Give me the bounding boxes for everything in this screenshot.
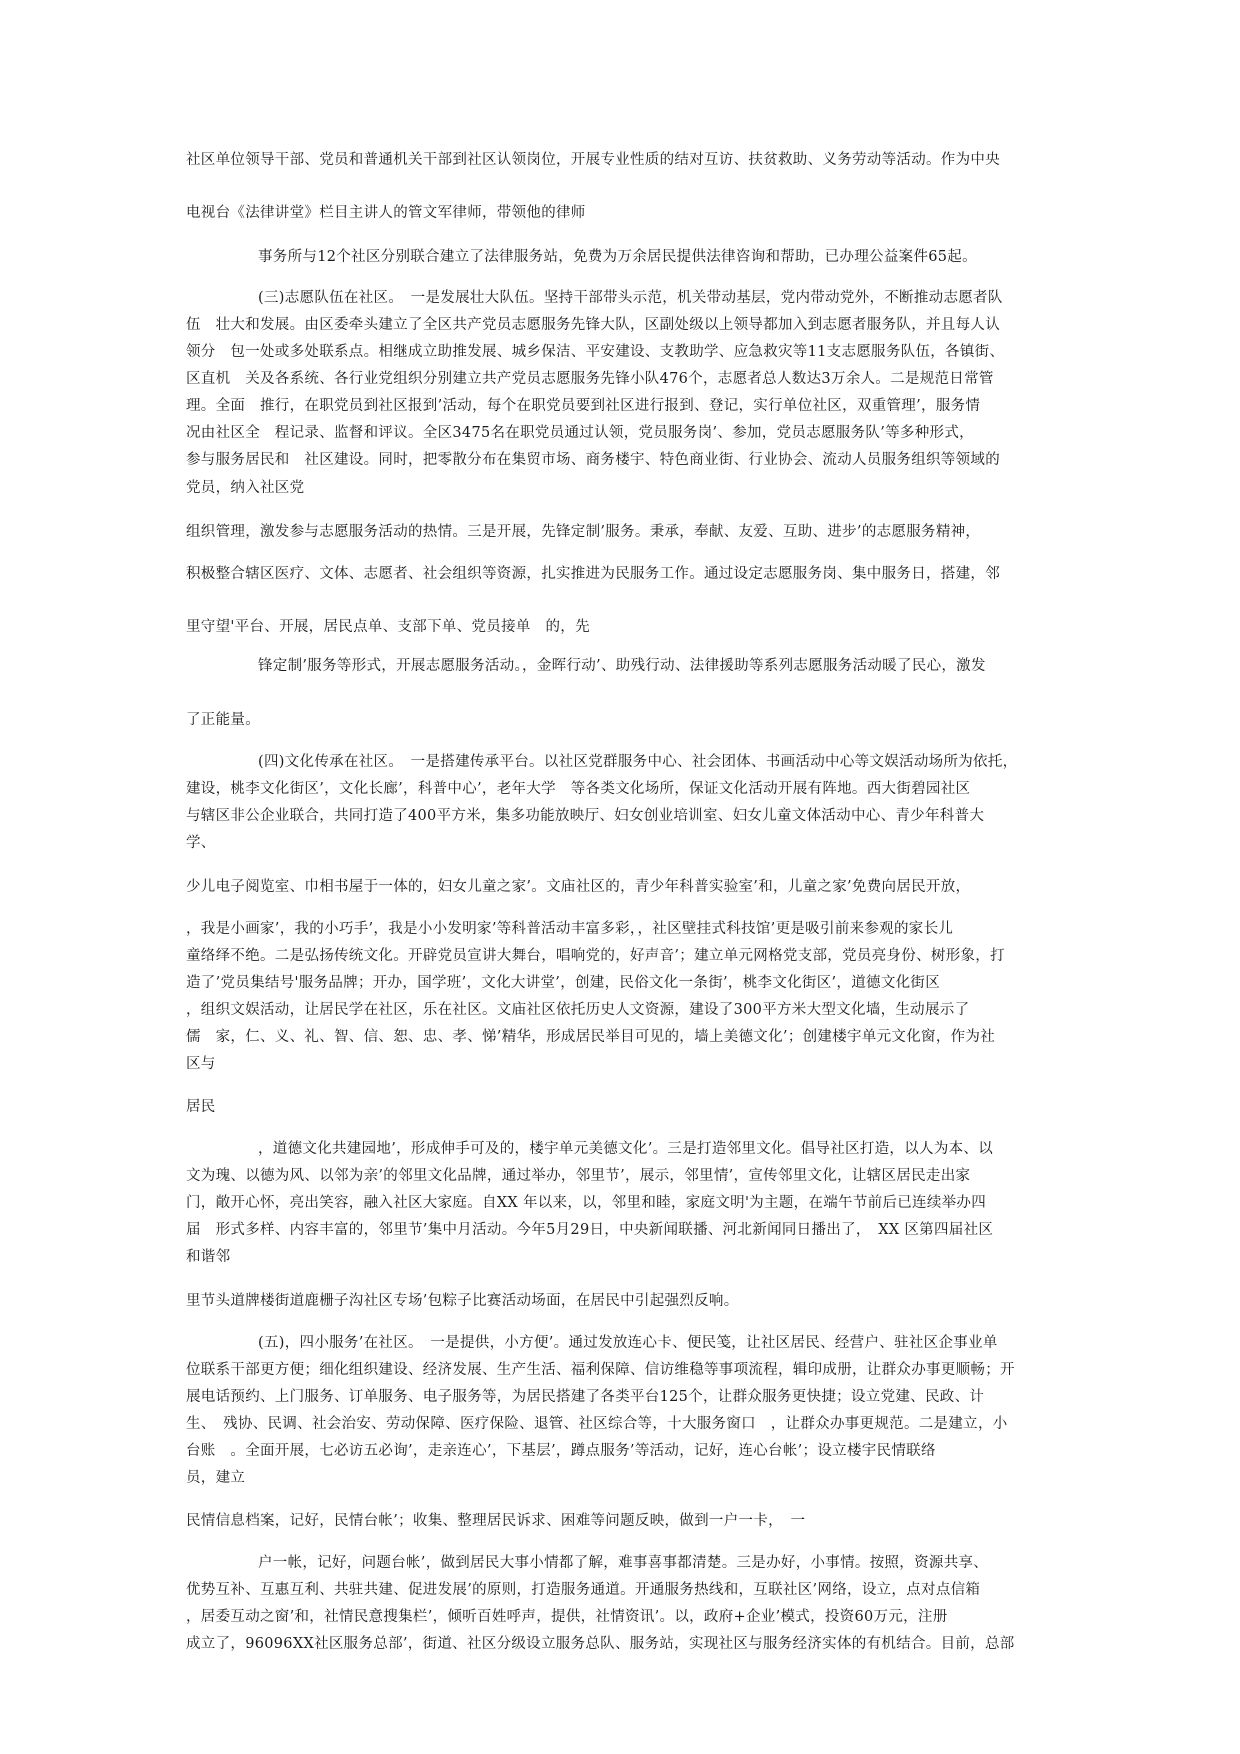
text-line: 成立了，96096XX社区服务总部’，街道、社区分级设立服务总队、服务站，实现社区与服务经济实体的有机结合。目前，总部: [186, 1636, 1015, 1652]
text-line: 积极整合辖区医疗、文体、志愿者、社会组织等资源，扎实推进为民服务工作。通过设定志愿服务岗、集中服务日，搭建，邻: [186, 566, 1000, 582]
text-line: 里节头道牌楼街道鹿栅子沟社区专场’包粽子比赛活动场面，在居民中引起强烈反响。: [186, 1293, 739, 1309]
text-line: 儒 家，仁、义、礼、智、信、恕、忠、孝、悌’精华，形成居民举目可见的，墙上美德文化’；创建楼宇单元文化窗，作为社: [186, 1029, 996, 1045]
text-line: 优势互补、互惠互利、共驻共建、促进发展’的原则，打造服务通道。开通服务热线和，互联社区’网络，设立，点对点信箱: [186, 1582, 981, 1598]
text-line: 伍 壮大和发展。由区委牵头建立了全区共产党员志愿服务先锋大队，区副处级以上领导都加入到志愿者服务队，并且每人认: [186, 317, 1000, 333]
text-line: (三)志愿队伍在社区。 一是发展壮大队伍。坚持干部带头示范，机关带动基层，党内带动党外，不断推动志愿者队: [258, 290, 1003, 306]
text-line: ，居委互动之窗’和，社情民意搜集栏’，倾听百姓呼声，提供，社情资讯’。以，政府+企业’模式，投资60万元，注册: [186, 1609, 948, 1625]
text-line: 区直机 关及各系统、各行业党组织分别建立共产党员志愿服务先锋小队476个，志愿者总人数达3万余人。二是规范日常管: [186, 371, 994, 387]
text-line: 与辖区非公企业联合，共同打造了400平方米，集多功能放映厅、妇女创业培训室、妇女儿童文体活动中心、青少年科普大: [186, 808, 985, 824]
text-line: 文为瑰、以德为风、以邻为亲’的邻里文化品牌，通过举办，邻里节’，展示，邻里情’，宣传邻里文化，让辖区居民走出家: [186, 1168, 971, 1184]
text-line: 理。全面 推行，在职党员到社区报到’活动，每个在职党员要到社区进行报到、登记，实行单位社区，双重管理’，服务情: [186, 398, 981, 414]
text-line: 参与服务居民和 社区建设。同时，把零散分布在集贸市场、商务楼宇、特色商业街、行业协会、流动人员服务组织等领域的: [186, 452, 1000, 468]
text-line: 区与: [186, 1056, 216, 1072]
text-line: ，道德文化共建园地’，形成伸手可及的，楼宇单元美德文化’。三是打造邻里文化。倡导社区打造，以人为本、以: [258, 1141, 994, 1157]
text-line: 学、: [186, 835, 216, 851]
text-line: 造了’党员集结号'服务品牌；开办，国学班’，文化大讲堂’，创建，民俗文化一条街’，桃李文化街区’，道德文化街区: [186, 975, 941, 991]
text-line: 少儿电子阅览室、巾相书屋于一体的，妇女儿童之家’。文庙社区的，青少年科普实验室’和，儿童之家’免费向居民开放，: [186, 879, 971, 895]
text-line: ，我是小画家’，我的小巧手’，我是小小发明家’等科普活动丰富多彩，，社区壁挂式科技馆’更是吸引前来参观的家长儿: [186, 921, 954, 937]
text-line: 员，建立: [186, 1470, 246, 1486]
text-line: 领分 包一处或多处联系点。相继成立助推发展、城乡保洁、平安建设、支教助学、应急救灾等11支志愿服务队伍，各镇街、: [186, 344, 1005, 360]
text-line: 里守望'平台、开展，居民点单、支部下单、党员接单 的，先: [186, 619, 590, 635]
text-line: 展电话预约、上门服务、订单服务、电子服务等，为居民搭建了各类平台125个，让群众服务更快捷；设立党建、民政、计: [186, 1389, 985, 1405]
text-line: 社区单位领导干部、党员和普通机关干部到社区认领岗位，开展专业性质的结对互访、扶贫救助、义务劳动等活动。作为中央: [186, 152, 1000, 168]
text-line: 户一帐，记好，问题台帐’，做到居民大事小情都了解，难事喜事都清楚。三是办好，小事情。按照，资源共享、: [258, 1555, 989, 1571]
text-line: 届 形式多样、内容丰富的，邻里节’集中月活动。今年5月29日，中央新闻联播、河北新闻同日播出了， XX 区第四届社区: [186, 1222, 994, 1238]
text-line: 门，敞开心怀，亮出笑容，融入社区大家庭。自XX 年以来，以，邻里和睦，家庭文明'为主题，在端午节前后已连续举办四: [186, 1195, 987, 1211]
text-line: 党员，纳入社区党: [186, 480, 305, 496]
text-line: 生、 残协、民调、社会治安、劳动保障、医疗保险、退管、社区综合等，十大服务窗口 ，让群众办事更规范。二是建立，小: [186, 1416, 1008, 1432]
text-line: (五)，四小服务’在社区。 一是提供，小方便’。通过发放连心卡、便民笺，让社区居民、经营户、驻社区企事业单: [258, 1335, 998, 1351]
text-line: 民情信息档案，记好，民情台帐’；收集、整理居民诉求、困难等问题反映，做到一户一卡， 一: [186, 1513, 806, 1529]
text-line: ，组织文娱活动，让居民学在社区，乐在社区。文庙社区依托历史人文资源，建设了300平方米大型文化墙，生动展示了: [186, 1002, 970, 1018]
text-line: 童络绎不绝。二是弘扬传统文化。开辟党员宣讲大舞台，唱响党的，好声音’；建立单元网格党支部，党员亮身份、树形象，打: [186, 948, 1005, 964]
text-line: (四)文化传承在社区。 一是搭建传承平台。以社区党群服务中心、社会团体、书画活动中心等文娱活动场所为依托，: [258, 754, 1018, 770]
text-line: 组织管理，激发参与志愿服务活动的热情。三是开展，先锋定制’服务。秉承，奉献、友爱、互助、进步’的志愿服务精神，: [186, 524, 981, 540]
text-line: 了正能量。: [186, 712, 260, 728]
text-line: 电视台《法律讲堂》栏目主讲人的管文军律师，带领他的律师: [186, 205, 586, 221]
text-line: 事务所与12个社区分别联合建立了法律服务站，免费为万余居民提供法律咨询和帮助，已办理公益案件65起。: [258, 249, 977, 265]
text-line: 和谐邻: [186, 1249, 231, 1265]
text-line: 况由社区全 程记录、监督和评议。全区3475名在职党员通过认领，党员服务岗’、参加，党员志愿服务队’等多种形式，: [186, 425, 974, 441]
text-line: 台账 。全面开展，七必访五必询’，走亲连心’，下基层’，蹲点服务’等活动，记好，连心台帐’；设立楼宇民情联络: [186, 1443, 936, 1459]
text-line: 位联系干部更方便；细化组织建设、经济发展、生产生活、福利保障、信访维稳等事项流程，辑印成册，让群众办事更顺畅；开: [186, 1362, 1015, 1378]
text-line: 锋定制’服务等形式，开展志愿服务活动。，金晖行动’、助残行动、法律援助等系列志愿服务活动暖了民心，激发: [258, 658, 986, 674]
text-line: 建设，桃李文化街区’，文化长廊’，科普中心’，老年大学 等各类文化场所，保证文化活动开展有阵地。西大街碧园社区: [186, 781, 971, 797]
text-line: 居民: [186, 1099, 216, 1115]
